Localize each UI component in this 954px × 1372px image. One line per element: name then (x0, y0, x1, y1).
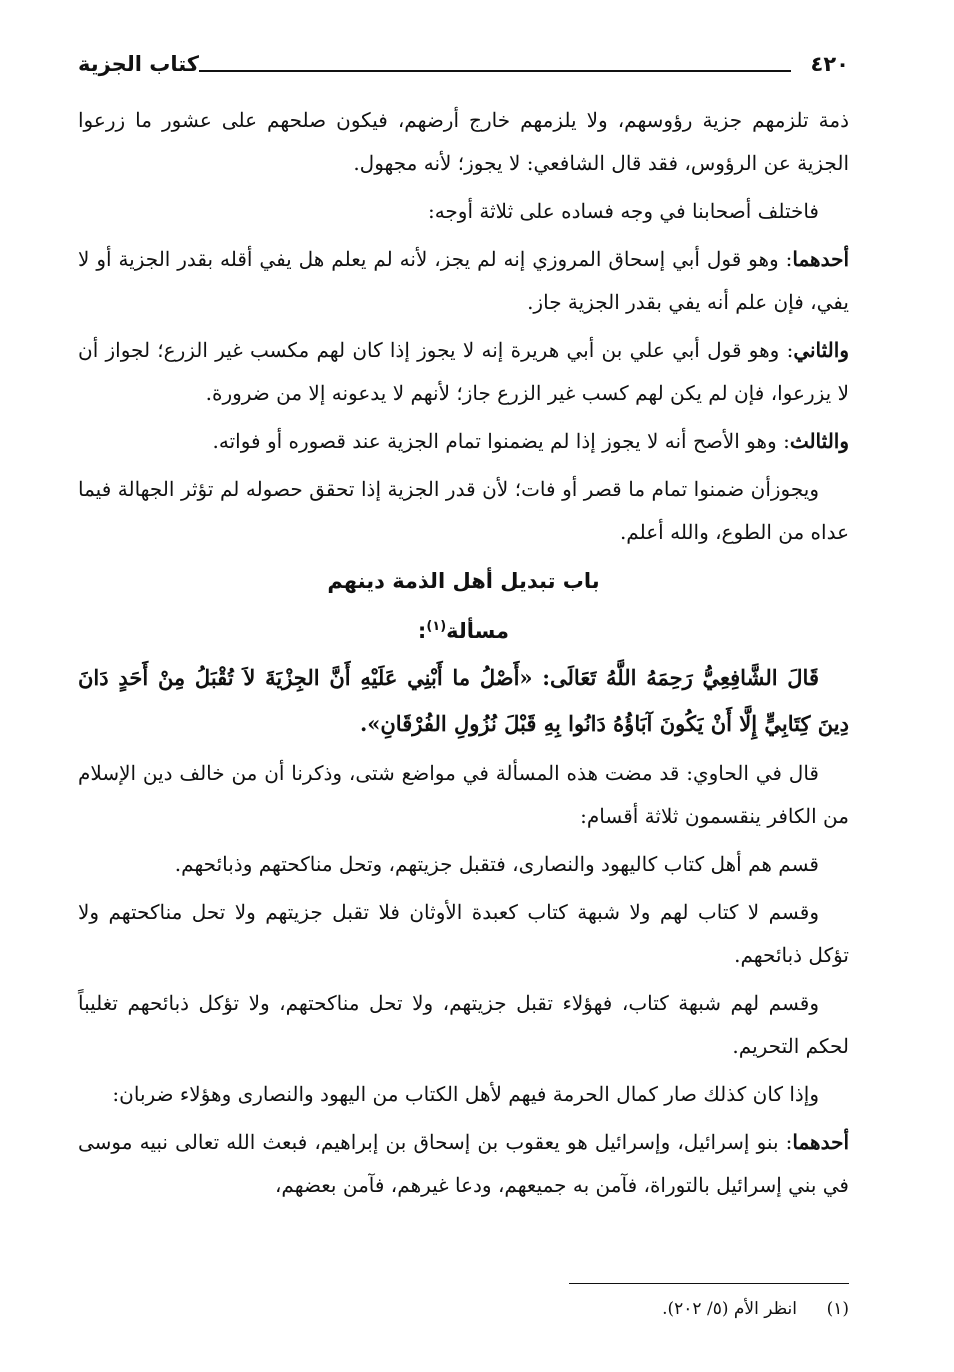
paragraph-text: : وهو قول أبي علي بن أبي هريرة إنه لا يجوز إذا كان لهم مكسب غير الزرع؛ لجواز أن لا يزرعوا، فإن لم يكن لهم كسب غير الزرع جاز؛ لأنهم لا يدعونه إلا من ضرورة. (78, 338, 849, 405)
paragraph-text: : وهو الأصح أنه لا يجوز إذا لم يضمنوا تمام الجزية عند قصوره أو فواته. (212, 429, 790, 453)
paragraph: وقسم لا كتاب لهم ولا شبهة كتاب كعبدة الأوثان فلا تقبل جزيتهم ولا تحل مناكحتهم ولا تؤكل ذبائحهم. (78, 900, 849, 967)
paragraph (78, 238, 849, 324)
footnote-rule (569, 1283, 849, 1284)
paragraph-lead: أحدهما (792, 1130, 849, 1154)
paragraph: فاختلف أصحابنا في وجه فساده على ثلاثة أوجه: (427, 199, 819, 223)
footnote-text: انظر الأم (٥/ ٢٠٢). (662, 1299, 797, 1319)
paragraph-lead: والثالث (789, 429, 849, 453)
footnote-number: (١) (826, 1299, 849, 1319)
paragraph: وإذا كان كذلك صار كمال الحرمة فيهم لأهل الكتاب من اليهود والنصارى وهؤلاء ضربان: (112, 1082, 819, 1106)
paragraph: ويجوزأن ضمنوا تمام ما قصر أو فات؛ لأن قدر الجزية إذا تحقق حصوله لم تؤثر الجهالة فيما عداه من الطوع، والله أعلم. (78, 477, 849, 544)
masala-colon: : (417, 619, 427, 643)
paragraph-lead: والثاني (793, 338, 849, 362)
paragraph: قال في الحاوي: قد مضت هذه المسألة في مواضع شتى، وذكرنا أن من خالف دين الإسلام من الكافر ينقسمون ثلاثة أقسام: (78, 761, 849, 828)
main-text (78, 99, 849, 1212)
paragraph: قسم هم أهل كتاب كاليهود والنصارى، فتقبل جزيتهم، وتحل مناكحتهم وذبائحهم. (174, 852, 819, 876)
footnote (78, 1294, 849, 1324)
book-title: كتاب الجزية (78, 52, 199, 76)
footnote-ref: (١) (426, 619, 447, 634)
paragraph: ذمة تلزمهم جزية رؤوسهم، ولا يلزمهم خارج أرضهم، فيكون صلحهم على عشور ما زرعوا الجزية عن الرؤوس، فقد قال الشافعي: لا يجوز؛ لأنه مجهول. (78, 108, 849, 175)
paragraph: وقسم لهم شبهة كتاب، فهؤلاء تقبل جزيتهم، ولا تحل مناكحتهم، ولا تؤكل ذبائحهم تغليباً لحكم التحريم. (78, 991, 849, 1058)
paragraph-text: : بنو إسرائيل، وإسرائيل هو يعقوب بن إسحاق بن إبراهيم، فبعث الله تعالى نبيه موسى في بني إسرائيل بالتوراة، فآمن به جميعهم، ودعا غيرهم، فآمن بعضهم، (78, 1130, 849, 1197)
header-rule (199, 70, 791, 72)
running-header (78, 52, 849, 92)
paragraph (78, 1121, 849, 1207)
book-page (78, 0, 849, 1372)
page-number: ٤٢٠ (810, 52, 849, 76)
paragraph (78, 329, 849, 415)
shafii-quote: قَالَ الشَّافِعِيُّ رَحِمَهُ اللَّهُ تَعَالَى: «أَصْلُ ما أَبْنِي عَلَيْهِ أَنَّ الجِزْيَةَ لاَ تُقْبَلُ مِنْ أَحَدٍ دَانَ دِينَ كِتَابِيٍّ إِلَّا أَنْ يَكُونَ آبَاؤُهُ دَانُوا بِهِ قَبْلَ نُزُولِ الفُرْقَانِ». (78, 665, 849, 736)
paragraph-lead: أحدهما (792, 247, 849, 271)
masala-label: مسألة (446, 619, 510, 643)
paragraph (78, 420, 849, 463)
masala-heading (78, 605, 849, 653)
paragraph-text: : وهو قول أبي إسحاق المروزي إنه لم يجز، لأنه لم يعلم هل يفي أقله بقدر الجزية أو لا يفي، فإن علم أنه يفي بقدر الجزية جاز. (78, 247, 849, 314)
chapter-heading: باب تبديل أهل الذمة دينهم (327, 569, 600, 593)
